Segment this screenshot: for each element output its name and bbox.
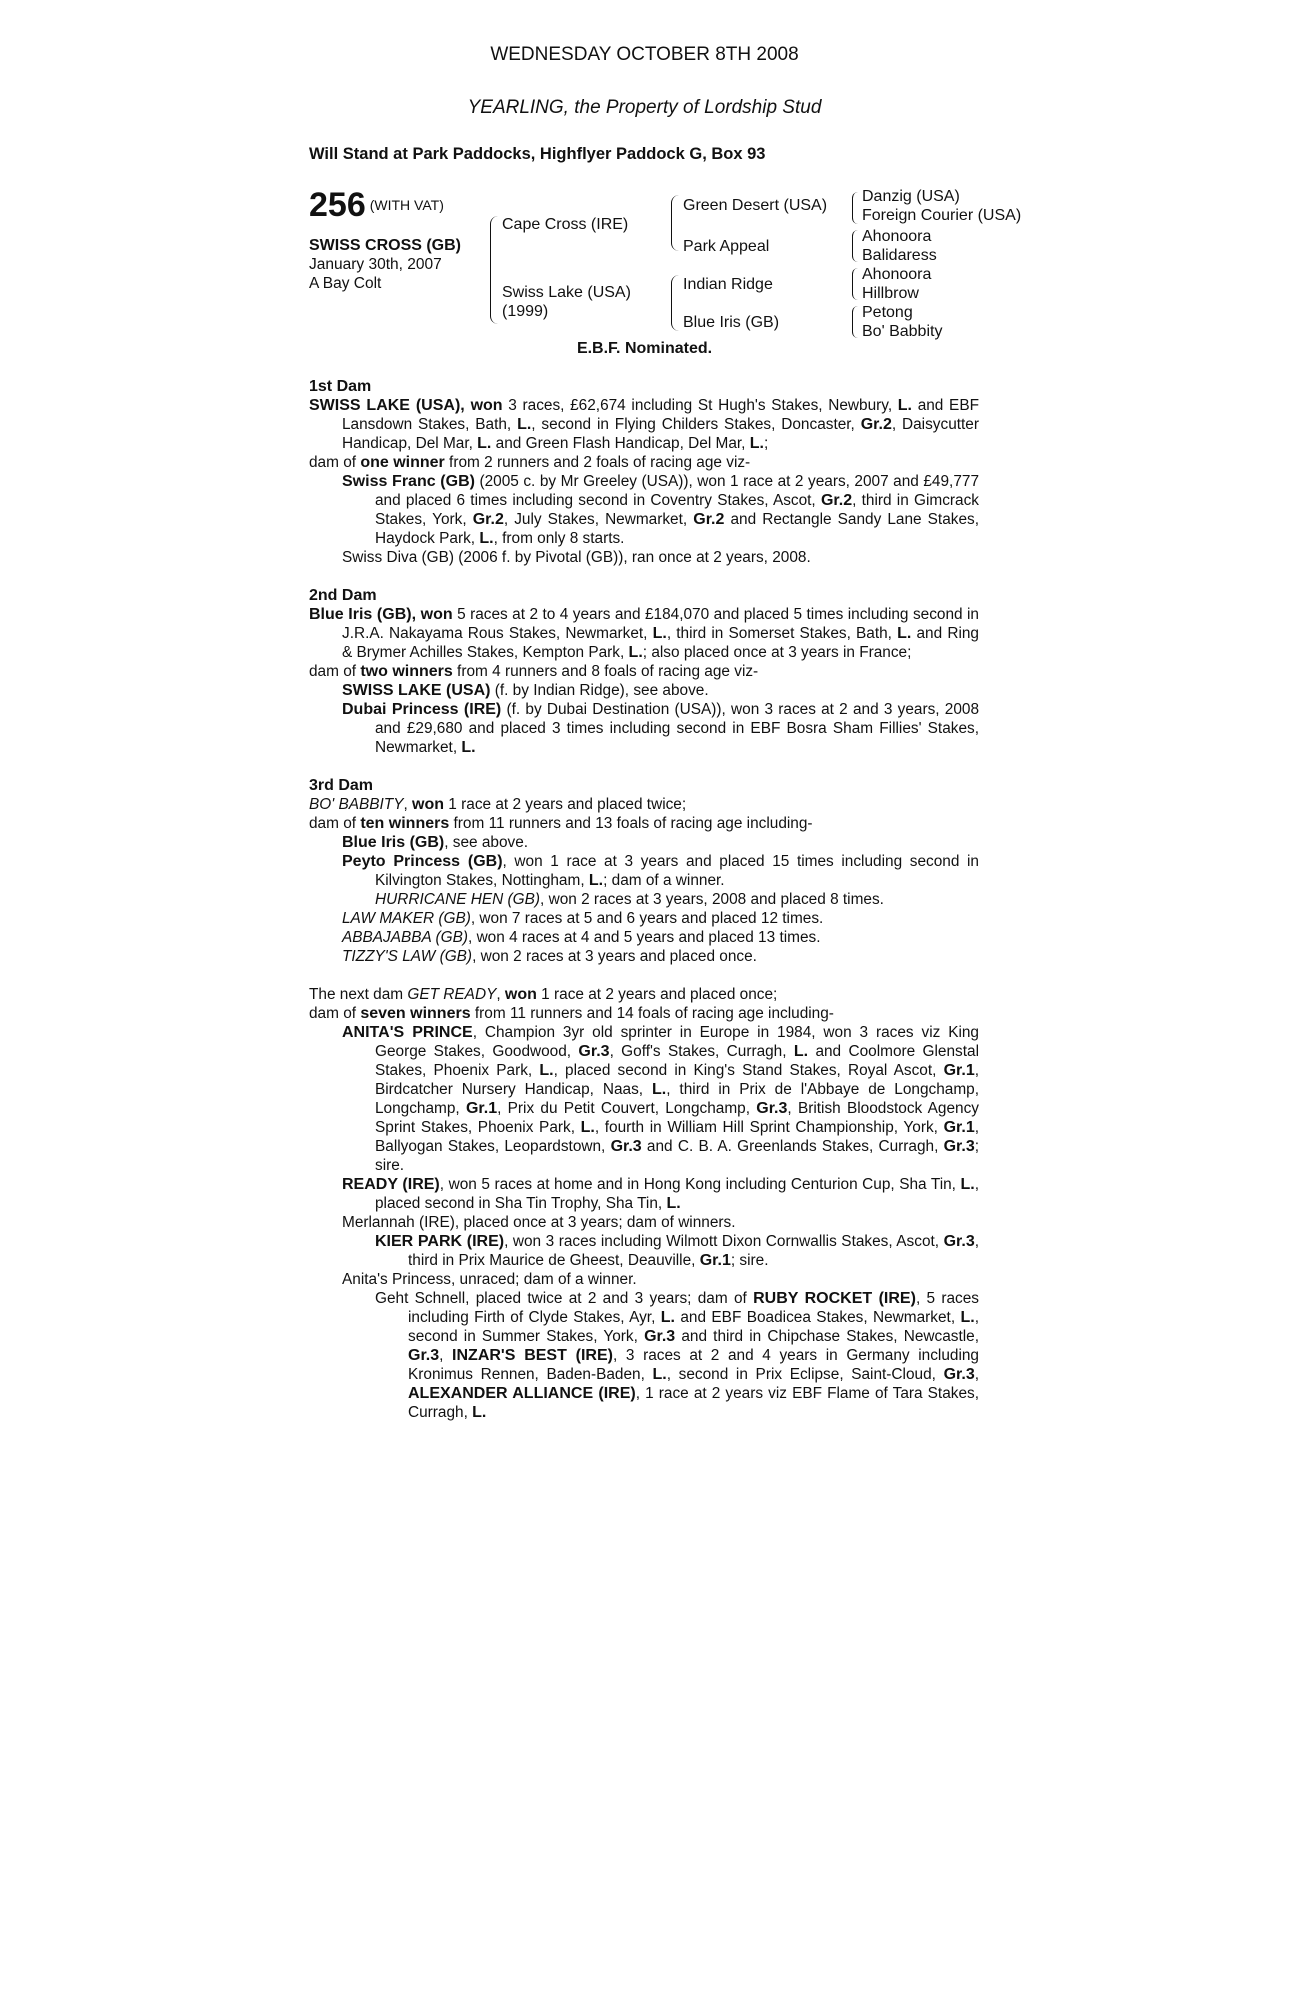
third-dam-produce: dam of ten winners from 11 runners and 13 foals of racing age including- (309, 815, 813, 832)
dsd: Hillbrow (862, 285, 919, 302)
sds: Ahonoora (862, 228, 932, 245)
next-dam-progeny-3: Merlannah (IRE), placed once at 3 years; dam of winners. (342, 1214, 736, 1231)
first-dam-record: SWISS LAKE (USA), won 3 races, £62,674 including St Hugh's Stakes, Newbury, L. and EBF Lansdown Stakes, Bath, L., second in Flying Childers Stakes, Doncaster, Gr.2, Daisycutter Handicap, Del Mar, L. and Green Flash Handicap, Del Mar, L.; (309, 397, 979, 452)
horse-name: SWISS CROSS (GB) (309, 237, 462, 254)
dam-dam: Blue Iris (GB) (683, 314, 780, 331)
first-dam-section (309, 377, 979, 567)
dam-year: (1999) (502, 303, 549, 320)
second-dam-produce: dam of two winners from 4 runners and 8 foals of racing age viz- (309, 663, 759, 680)
next-dam-progeny-1: ANITA'S PRINCE, Champion 3yr old sprinter in Europe in 1984, won 3 races viz King George Stakes, Goodwood, Gr.3, Goff's Stakes, Curragh, L. and Coolmore Glenstal Stakes, Phoenix Park, L., placed second in King's Stand Stakes, Royal Ascot, Gr.1, Birdcatcher Nursery Handicap, Naas, L., third in Prix de l'Abbaye de Longchamp, Longchamp, Gr.1, Prix du Petit Couvert, Longchamp, Gr.3, British Bloodstock Agency Sprint Stakes, Phoenix Park, L., fourth in William Hill Sprint Championship, York, Gr.1, Ballyogan Stakes, Leopardstown, Gr.3 and C. B. A. Greenlands Stakes, Curragh, Gr.3; sire. (342, 1024, 980, 1174)
next-dam-grand-progeny-2: Geht Schnell, placed twice at 2 and 3 years; dam of RUBY ROCKET (IRE), 5 races including Firth of Clyde Stakes, Ayr, L. and EBF Boadicea Stakes, Newmarket, L., second in Summer Stakes, York, Gr.3 and third in Chipchase Stakes, Newcastle, Gr.3, INZAR'S BEST (IRE), 3 races at 2 and 4 years in Germany including Kronimus Rennen, Baden-Baden, L., second in Prix Eclipse, Saint-Cloud, Gr.3, ALEXANDER ALLIANCE (IRE), 1 race at 2 years viz EBF Flame of Tara Stakes, Curragh, L. (375, 1290, 980, 1421)
second-dam-section (309, 586, 979, 757)
third-dam-record: BO' BABBITY, won 1 race at 2 years and placed twice; (309, 796, 687, 813)
next-dam-section (309, 985, 979, 1422)
sire-dam: Park Appeal (683, 238, 770, 255)
third-dam-grand-progeny: HURRICANE HEN (GB), won 2 races at 3 years, 2008 and placed 8 times. (375, 891, 884, 908)
second-dam-progeny-1: SWISS LAKE (USA) (f. by Indian Ridge), see above. (342, 682, 709, 699)
lot-header (309, 186, 444, 225)
horse-details (309, 236, 461, 293)
dss: Ahonoora (862, 266, 932, 283)
catalogue-body (309, 377, 979, 1441)
pedigree-brace-7 (852, 306, 859, 338)
sire-name: Cape Cross (IRE) (502, 216, 629, 233)
horse-description: A Bay Colt (309, 275, 382, 292)
sale-date: WEDNESDAY OCTOBER 8TH 2008 (490, 44, 799, 65)
pedigree-brace-2 (671, 195, 681, 251)
third-dam-progeny-2: Peyto Princess (GB), won 1 race at 3 years and placed 15 times including second in Kilvington Stakes, Nottingham, L.; dam of a winner. (342, 853, 979, 889)
dam-sire: Indian Ridge (683, 276, 773, 293)
ddd: Bo' Babbity (862, 323, 943, 340)
pedigree-brace-6 (852, 268, 859, 300)
third-dam-progeny-4: ABBAJABBA (GB), won 4 races at 4 and 5 years and placed 13 times. (342, 929, 821, 946)
second-dam-heading: 2nd Dam (309, 587, 377, 604)
third-dam-progeny-1: Blue Iris (GB), see above. (342, 834, 529, 851)
first-dam-progeny-1: Swiss Franc (GB) (2005 c. by Mr Greeley (USA)), won 1 race at 2 years, 2007 and £49,777 and placed 6 times including second in Coventry Stakes, Ascot, Gr.2, third in Gimcrack Stakes, York, Gr.2, July Stakes, Newmarket, Gr.2 and Rectangle Sandy Lane Stakes, Haydock Park, L., from only 8 starts. (342, 473, 980, 547)
third-dam-section (309, 776, 979, 966)
dam-name: Swiss Lake (USA) (502, 284, 631, 301)
first-dam-produce: dam of one winner from 2 runners and 2 foals of racing age viz- (309, 454, 751, 471)
next-dam-record: The next dam GET READY, won 1 race at 2 years and placed once; (309, 986, 778, 1003)
foaling-date: January 30th, 2007 (309, 256, 442, 273)
third-dam-progeny-3: LAW MAKER (GB), won 7 races at 5 and 6 years and placed 12 times. (342, 910, 824, 927)
next-dam-produce: dam of seven winners from 11 runners and 14 foals of racing age including- (309, 1005, 834, 1022)
ebf-nominated: E.B.F. Nominated. (576, 340, 713, 357)
ssd: Foreign Courier (USA) (862, 207, 1022, 224)
pedigree-brace-1 (490, 216, 500, 324)
vat-note: (WITH VAT) (369, 197, 444, 213)
next-dam-progeny-2: READY (IRE), won 5 races at home and in Hong Kong including Centurion Cup, Sha Tin, L., placed second in Sha Tin Trophy, Sha Tin, L. (342, 1176, 979, 1212)
lot-number: 256 (309, 186, 366, 224)
pedigree-brace-3 (671, 275, 681, 331)
sss: Danzig (USA) (862, 188, 960, 205)
next-dam-grand-progeny-1: KIER PARK (IRE), won 3 races including Wilmott Dixon Cornwallis Stakes, Ascot, Gr.3, third in Prix Maurice de Gheest, Deauville, Gr.1; sire. (375, 1233, 980, 1269)
dds: Petong (862, 304, 913, 321)
first-dam-progeny-2: Swiss Diva (GB) (2006 f. by Pivotal (GB)), ran once at 2 years, 2008. (342, 549, 811, 566)
sire-sire: Green Desert (USA) (683, 197, 828, 214)
sdd: Balidaress (862, 247, 937, 264)
first-dam-heading: 1st Dam (309, 378, 372, 395)
next-dam-progeny-4: Anita's Princess, unraced; dam of a winner. (342, 1271, 637, 1288)
third-dam-heading: 3rd Dam (309, 777, 374, 794)
pedigree-brace-4 (852, 192, 859, 224)
vendor-line: YEARLING, the Property of Lordship Stud (467, 97, 822, 118)
third-dam-progeny-5: TIZZY'S LAW (GB), won 2 races at 3 years and placed once. (342, 948, 757, 965)
pedigree-brace-5 (852, 230, 859, 262)
stand-location: Will Stand at Park Paddocks, Highflyer Paddock G, Box 93 (309, 145, 766, 163)
second-dam-progeny-2: Dubai Princess (IRE) (f. by Dubai Destination (USA)), won 3 races at 2 and 3 years, 2008 and £29,680 and placed 3 times including second in EBF Bosra Sham Fillies' Stakes, Newmarket, L. (342, 701, 980, 756)
second-dam-record: Blue Iris (GB), won 5 races at 2 to 4 years and £184,070 and placed 5 times including second in J.R.A. Nakayama Rous Stakes, Newmarket, L., third in Somerset Stakes, Bath, L. and Ring & Brymer Achilles Stakes, Kempton Park, L.; also placed once at 3 years in France; (309, 606, 979, 661)
